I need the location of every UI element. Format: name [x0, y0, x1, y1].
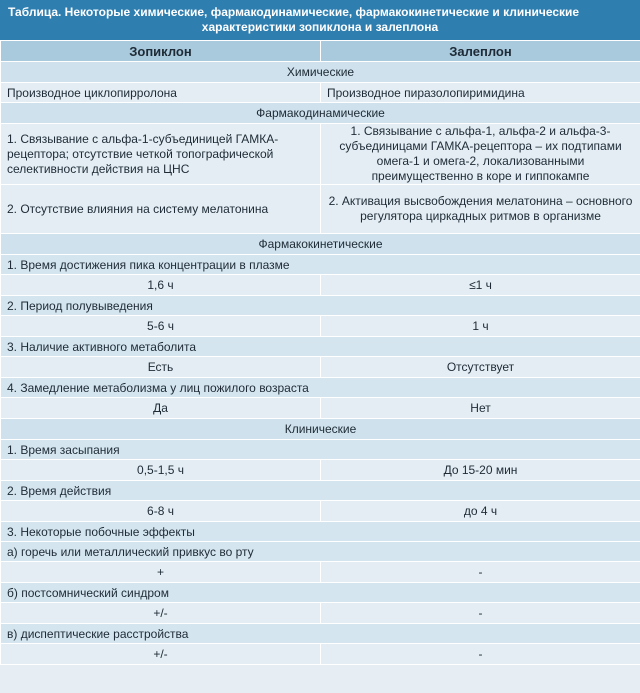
pd-row2-left: 2. Отсутствие влияния на систему мелатонина	[1, 185, 321, 234]
table-row	[1, 440, 640, 460]
pk-metab-left: Есть	[1, 357, 321, 378]
pd-row1-left: 1. Связывание с альфа-1-субъединицей ГАМКА-рецептора; отсутствие четкой топографической селективности действия на ЦНС	[1, 124, 321, 185]
pk-half-label: 2. Период полувыведения	[1, 296, 640, 316]
table-row	[1, 624, 640, 644]
pk-half-left: 5-6 ч	[1, 316, 321, 337]
cl-side-a-left: +	[1, 562, 321, 583]
cl-side-a-label: а) горечь или металлический привкус во рту	[1, 542, 640, 562]
table-row	[1, 124, 640, 185]
section-chemical: Химические	[1, 62, 640, 83]
section-pharmacokinetic: Фармакокинетические	[1, 234, 640, 255]
table-row	[1, 357, 640, 378]
table-row	[1, 255, 640, 275]
table-row	[1, 275, 640, 296]
cl-onset-label: 1. Время засыпания	[1, 440, 640, 460]
pk-peak-label: 1. Время достижения пика концентрации в плазме	[1, 255, 640, 275]
section-row	[1, 419, 640, 440]
section-row	[1, 234, 640, 255]
cl-side-b-right: -	[321, 603, 640, 624]
pk-metab-right: Отсутствует	[321, 357, 640, 378]
pk-half-right: 1 ч	[321, 316, 640, 337]
cl-side-c-label: в) диспептические расстройства	[1, 624, 640, 644]
cl-side-a-right: -	[321, 562, 640, 583]
section-row	[1, 62, 640, 83]
pk-peak-right: ≤1 ч	[321, 275, 640, 296]
cl-duration-label: 2. Время действия	[1, 481, 640, 501]
table-row	[1, 83, 640, 103]
column-header-zaleplon: Залеплон	[321, 41, 640, 62]
table-row	[1, 378, 640, 398]
cl-side-c-left: +/-	[1, 644, 321, 665]
pd-row1-right: 1. Связывание с альфа-1, альфа-2 и альфа-3-субъединицами ГАМКА-рецептора – их подтипами омега-1 и омега-2, локализованными преимущественно в коре и гиппокампе	[321, 124, 640, 185]
column-header-row	[1, 41, 640, 62]
cl-onset-right: До 15-20 мин	[321, 460, 640, 481]
section-clinical: Клинические	[1, 419, 640, 440]
column-header-zopiclone: Зопиклон	[1, 41, 321, 62]
table-row	[1, 296, 640, 316]
cl-duration-left: 6-8 ч	[1, 501, 321, 522]
table-row	[1, 542, 640, 562]
title-line-1: Таблица. Некоторые химические, фармакодинамические, фармакокинетические и клинические	[8, 5, 580, 19]
section-pharmacodynamic: Фармакодинамические	[1, 103, 640, 124]
table-row	[1, 644, 640, 665]
table-row	[1, 481, 640, 501]
chemical-left: Производное циклопирролона	[1, 83, 321, 103]
table-row	[1, 316, 640, 337]
table-row	[1, 583, 640, 603]
cl-side-b-left: +/-	[1, 603, 321, 624]
cl-duration-right: до 4 ч	[321, 501, 640, 522]
table-title	[0, 0, 640, 40]
table-row	[1, 603, 640, 624]
pk-elderly-right: Нет	[321, 398, 640, 419]
section-row	[1, 103, 640, 124]
cl-side-label: 3. Некоторые побочные эффекты	[1, 522, 640, 542]
table-row	[1, 562, 640, 583]
pk-elderly-left: Да	[1, 398, 321, 419]
cl-side-b-label: б) постсомнический синдром	[1, 583, 640, 603]
table-row	[1, 337, 640, 357]
chemical-right: Производное пиразолопиримидина	[321, 83, 640, 103]
title-line-2: характеристики зопиклона и залеплона	[201, 20, 439, 34]
pk-metab-label: 3. Наличие активного метаболита	[1, 337, 640, 357]
table-row	[1, 460, 640, 481]
table-row	[1, 185, 640, 234]
pd-row2-right: 2. Активация высвобождения мелатонина – основного регулятора циркадных ритмов в организме	[321, 185, 640, 234]
table-row	[1, 501, 640, 522]
comparison-table	[0, 40, 640, 665]
cl-onset-left: 0,5-1,5 ч	[1, 460, 321, 481]
cl-side-c-right: -	[321, 644, 640, 665]
pk-elderly-label: 4. Замедление метаболизма у лиц пожилого возраста	[1, 378, 640, 398]
table-row	[1, 398, 640, 419]
table-row	[1, 522, 640, 542]
pk-peak-left: 1,6 ч	[1, 275, 321, 296]
